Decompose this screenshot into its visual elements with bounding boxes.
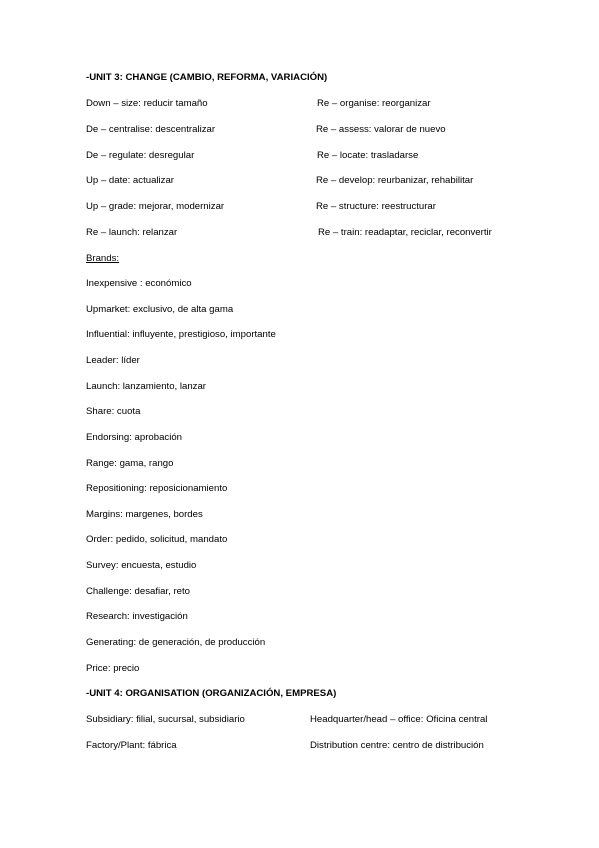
unit3-right-term: Re – structure: reestructurar	[316, 201, 436, 212]
unit3-right-term: Re – assess: valorar de nuevo	[316, 124, 446, 135]
unit3-left-term: De – centralise: descentralizar	[86, 124, 216, 135]
brands-term: Margins: margenes, bordes	[86, 509, 203, 520]
brands-heading: Brands:	[86, 253, 120, 264]
brands-term: Influential: influyente, prestigioso, importante	[86, 329, 276, 340]
unit3-left-term: De – regulate: desregular	[86, 150, 195, 161]
unit3-left-term: Down – size: reducir tamaño	[86, 98, 208, 109]
brands-term: Launch: lanzamiento, lanzar	[86, 381, 206, 392]
brands-term: Order: pedido, solicitud, mandato	[86, 534, 228, 545]
brands-term: Endorsing: aprobación	[86, 432, 183, 443]
unit3-right-term: Re – train: readaptar, reciclar, reconvertir	[318, 227, 492, 238]
unit4-heading: -UNIT 4: ORGANISATION (ORGANIZACIÓN, EMPRESA)	[86, 688, 337, 699]
brands-term: Share: cuota	[86, 406, 141, 417]
unit3-heading: -UNIT 3: CHANGE (CAMBIO, REFORMA, VARIACIÓN)	[86, 72, 328, 83]
brands-term: Challenge: desafiar, reto	[86, 586, 190, 597]
unit3-right-term: Re – locate: trasladarse	[317, 150, 419, 161]
unit4-left-term: Factory/Plant: fábrica	[86, 740, 177, 751]
unit3-right-term: Re – develop: reurbanizar, rehabilitar	[316, 175, 474, 186]
unit4-right-term: Distribution centre: centro de distribución	[310, 740, 484, 751]
brands-term: Repositioning: reposicionamiento	[86, 483, 228, 494]
unit3-left-term: Re – launch: relanzar	[86, 227, 178, 238]
unit3-left-term: Up – date: actualizar	[86, 175, 174, 186]
brands-term: Generating: de generación, de producción	[86, 637, 266, 648]
brands-term: Range: gama, rango	[86, 458, 174, 469]
brands-term: Inexpensive : económico	[86, 278, 192, 289]
brands-term: Price: precio	[86, 663, 140, 674]
brands-term: Survey: encuesta, estudio	[86, 560, 197, 571]
unit4-right-term: Headquarter/head – office: Oficina central	[310, 714, 488, 725]
brands-term: Upmarket: exclusivo, de alta gama	[86, 304, 234, 315]
unit4-left-term: Subsidiary: filial, sucursal, subsidiario	[86, 714, 245, 725]
unit3-left-term: Up – grade: mejorar, modernizar	[86, 201, 225, 212]
brands-term: Research: investigación	[86, 611, 188, 622]
brands-term: Leader: líder	[86, 355, 140, 366]
unit3-right-term: Re – organise: reorganizar	[317, 98, 431, 109]
